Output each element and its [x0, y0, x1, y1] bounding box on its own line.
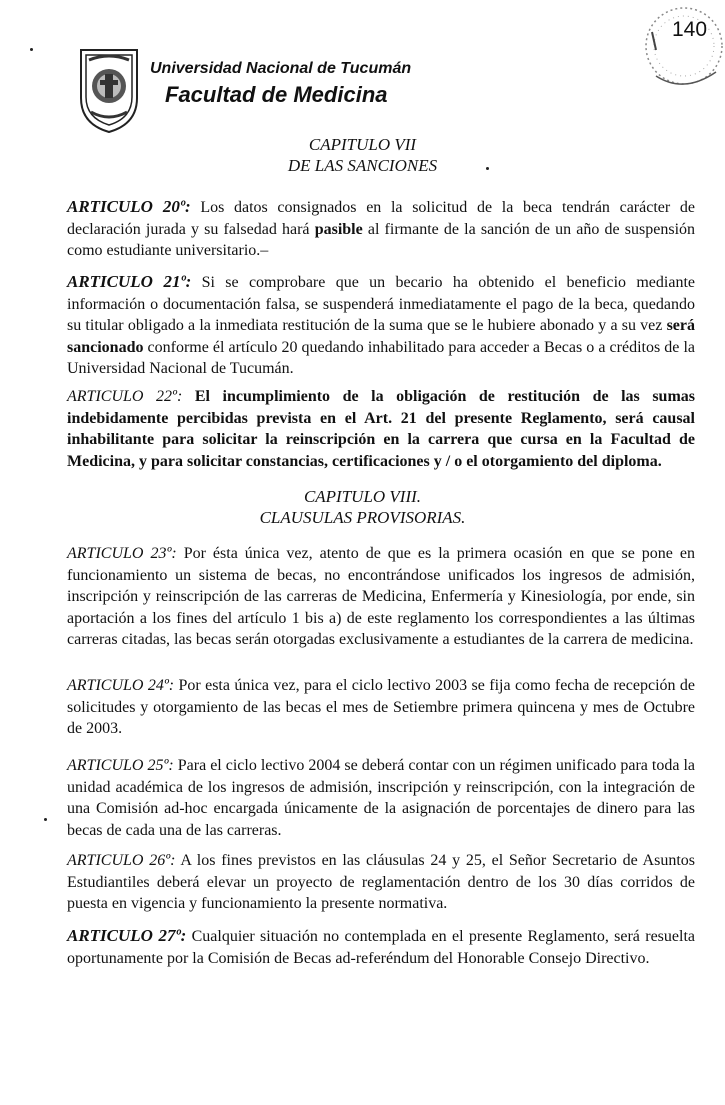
article-23	[67, 543, 695, 651]
university-name: Universidad Nacional de Tucumán	[150, 60, 412, 77]
article-text: al firmante de la sanción de un año de suspensión como estudiante universitario.–	[67, 220, 696, 259]
article-text-bold: El incumplimiento de la obligación de restitución de las sumas indebidamente percibidas prevista en el Art. 21 del presente Reglamento, será causal inhabilitante para solicitar la reinscripción en la carrera que cursa en la Facultad de Medicina, y para solicitar constancias, certificaciones y / o el otorgamiento del diploma.	[67, 388, 696, 470]
article-text: Para el ciclo lectivo 2004 se deberá contar con un régimen unificado para toda la unidad académica de los ingresos de admisión, inscripción y reinscripción, con la integración de una Comisión ad-hoc encargada únicamente de la asignación de porcentajes de dinero para las becas de cada una de las carreras.	[67, 757, 695, 839]
article-22	[67, 386, 695, 472]
scan-speck	[486, 167, 489, 170]
article-text: Si se comprobare que un becario ha obtenido el beneficio mediante información o documentación falsa, se suspenderá inmediatamente el pago de la beca, quedando su titular obligado a la inmediata restitución de la suma que se le hubiere abonado y a su vez	[67, 274, 695, 334]
article-text: Por ésta única vez, atento de que es la primera ocasión en que se pone en funcionamiento un sistema de becas, no encontrándose unificados los ingresos de admisión, inscripción y reinscripción de las carreras de Medicina, Enfermería y Kinesiología, por ende, sin aportación a los fines del artículo 1 bis a) de este reglamento los correspondientes a las últimas carreras citadas, las becas serán otorgadas exclusivamente a estudiantes de la carrera de medicina.	[67, 545, 695, 648]
scan-speck	[44, 818, 47, 821]
article-text-bold: pasible	[314, 220, 363, 238]
chapter-subtitle: DE LAS SANCIONES	[287, 156, 438, 175]
chapter-title: CAPITULO VIII.	[303, 487, 422, 506]
article-24	[67, 675, 695, 740]
article-text: Los datos consignados en la solicitud de la beca tendrán carácter de declaración jurada y su falsedad hará	[67, 199, 695, 238]
article-label: ARTICULO 21º:	[67, 272, 192, 291]
folio-stamp	[638, 2, 724, 92]
article-label: ARTICULO 27º:	[67, 926, 187, 945]
article-label: ARTICULO 20º:	[67, 197, 191, 216]
university-seal-logo	[75, 46, 143, 134]
article-label: ARTICULO 26º:	[67, 852, 176, 869]
article-25	[67, 755, 695, 841]
article-21	[67, 271, 695, 380]
article-label: ARTICULO 23º:	[67, 545, 177, 562]
article-label: ARTICULO 25º:	[67, 757, 174, 774]
chapter-subtitle: CLAUSULAS PROVISORIAS.	[259, 508, 466, 527]
article-27	[67, 925, 695, 969]
article-label: ARTICULO 24º:	[67, 677, 175, 694]
article-26	[67, 850, 695, 915]
article-text: Cualquier situación no contemplada en el presente Reglamento, será resuelta oportunamente por la Comisión de Becas ad-referéndum del Honorable Consejo Directivo.	[67, 928, 695, 967]
article-text: conforme él artículo 20 quedando inhabilitado para acceder a Becas o a créditos de la Universidad Nacional de Tucumán.	[67, 338, 695, 377]
article-text-bold: será sancionado	[67, 317, 695, 356]
article-label: ARTICULO 22º:	[67, 388, 183, 405]
article-20	[67, 196, 695, 262]
faculty-name: Facultad de Medicina	[165, 82, 388, 107]
chapter-heading-vii	[0, 134, 725, 176]
article-text: A los fines previstos en las cláusulas 24 y 25, el Señor Secretario de Asuntos Estudiantiles deberá elevar un proyecto de reglamentación dentro de los 30 días corridos de puesta en vigencia y funcionamiento la presente normativa.	[67, 852, 695, 912]
chapter-heading-viii	[0, 486, 725, 528]
scan-speck	[30, 48, 33, 51]
chapter-title: CAPITULO VII	[308, 135, 417, 154]
article-text: Por esta única vez, para el ciclo lectivo 2003 se fija como fecha de recepción de solicitudes y otorgamiento de las becas el mes de Setiembre primera quincena y mes de Octubre de 2003.	[67, 677, 695, 737]
folio-number: 140	[672, 18, 708, 41]
